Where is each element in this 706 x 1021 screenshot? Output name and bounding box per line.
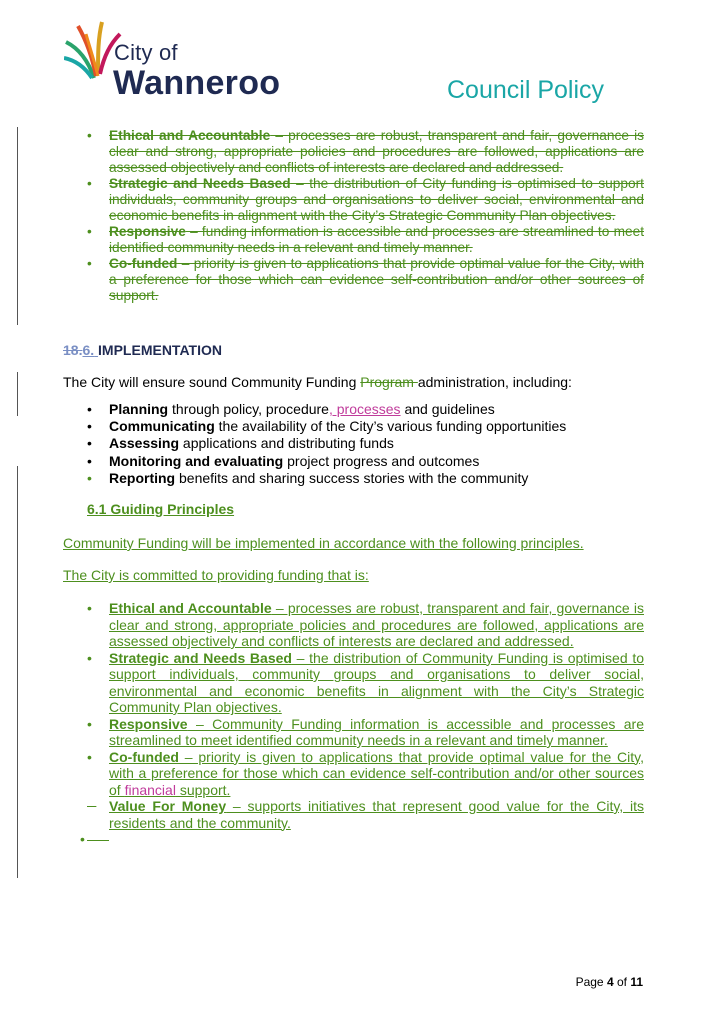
list-item: • Monitoring and evaluating project progress and outcomes (87, 452, 480, 469)
list-item: • Assessing applications and distributing funds (87, 435, 394, 452)
section-title: IMPLEMENTATION (98, 342, 222, 358)
deleted-section-number: 18. (63, 342, 83, 358)
deleted-principles-list (63, 128, 644, 304)
list-item: • (63, 831, 644, 848)
implementation-intro: The City will ensure sound Community Funding Program administration, including: (63, 374, 572, 390)
change-bar (17, 466, 18, 878)
guiding-line-1: Community Funding will be implemented in accordance with the following principles. (63, 535, 584, 551)
list-item: • Planning through policy, procedure, processes and guidelines (87, 401, 495, 417)
list-item: • Ethical and Accountable – processes are robust, transparent and fair, governance is clear and strong, appropriate policies and procedures are followed, applications are assessed objectively and conflicts of interests are declared and addressed. (87, 128, 644, 175)
list-item: • Strategic and Needs Based – the distribution of Community Funding is optimised to support individuals, community groups and organisations to deliver social, environmental and economic benefits in alignment with the City’s Strategic Community Plan objectives. (87, 649, 644, 715)
list-item: • Co-funded – priority is given to applications that provide optimal value for the City, with a preference for those which can evidence self-contribution and/or other sources of support. (87, 256, 644, 303)
list-item: • Ethical and Accountable – processes are robust, transparent and fair, governance is clear and strong, appropriate policies and procedures are followed, applications are assessed objectively and conflicts of interests are declared and addressed. (87, 600, 644, 649)
guiding-principles-heading: 6.1 Guiding Principles (87, 501, 235, 517)
page-footer: Page 4 of 11 (575, 975, 643, 989)
document-type-title: Council Policy (447, 76, 605, 104)
list-item: Value For Money – supports initiatives that represent good value for the City, its residents and the community. (109, 798, 645, 831)
list-item: • Strategic and Needs Based – the distribution of City funding is optimised to support individuals, community groups and organisations to deliver social, environmental and economic benefits in alignment with the City’s Strategic Community Plan objectives. (87, 176, 644, 223)
guiding-line-2: The City is committed to providing funding that is: (63, 567, 369, 583)
logo-wanneroo: Wanneroo (113, 64, 281, 102)
list-item: • Responsive – Community Funding information is accessible and processes are streamlined to meet identified community needs in a relevant and timely manner. (87, 715, 644, 748)
inserted-section-number: 6. (82, 342, 95, 358)
deleted-text: Program (360, 374, 418, 390)
inserted-text: financial (124, 781, 176, 798)
change-bar (17, 372, 18, 416)
list-item: • Communicating the availability of the City’s various funding opportunities (87, 418, 567, 435)
inserted-text: , processes (328, 401, 401, 417)
page-number: 4 (606, 975, 614, 989)
logo-city-of: City of (114, 40, 178, 65)
list-item: • Reporting benefits and sharing success stories with the community (87, 469, 529, 486)
list-item: • Co-funded – priority is given to applications that provide optimal value for the City, with a preference for those which can evidence self-contribution and/or other sources of financial support. (87, 748, 644, 798)
implementation-list (63, 401, 644, 487)
change-bar (17, 127, 18, 325)
guiding-principles-list (63, 600, 644, 848)
list-item: • Responsive – funding information is accessible and processes are streamlined to meet identified community needs in a relevant and timely manner. (87, 224, 644, 255)
page-total: 11 (630, 975, 643, 989)
implementation-heading (63, 342, 222, 358)
